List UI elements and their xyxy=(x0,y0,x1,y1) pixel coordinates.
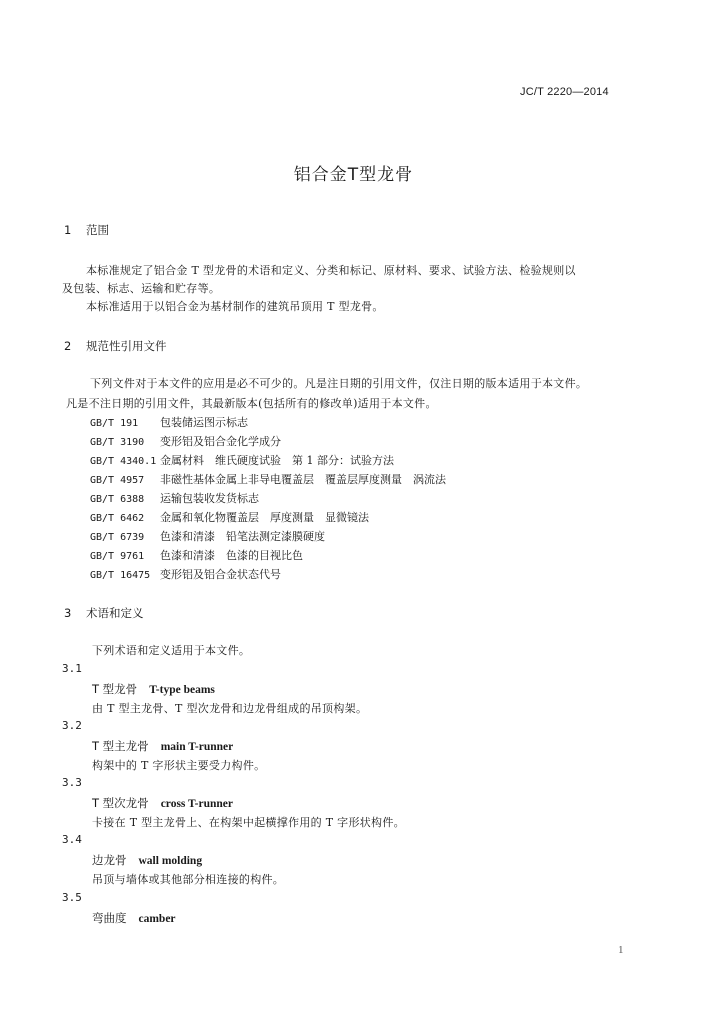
reference-item xyxy=(90,490,259,506)
reference-code: GB/T 3190 xyxy=(90,437,145,448)
term-name-zh: T 型次龙骨 xyxy=(92,796,149,810)
section-title: 术语和定义 xyxy=(86,606,144,620)
reference-item xyxy=(90,471,446,487)
term-definition: 吊顶与墙体或其他部分相连接的构件。 xyxy=(92,873,285,886)
reference-item xyxy=(90,433,281,449)
term-name-zh: T 型龙骨 xyxy=(92,682,138,696)
reference-title: 金属材料 维氏硬度试验 第 1 部分：试验方法 xyxy=(160,454,394,467)
term-name xyxy=(92,738,233,754)
term-name-zh: 弯曲度 xyxy=(92,911,127,925)
terms-intro: 下列术语和定义适用于本文件。 xyxy=(92,644,251,657)
term-name xyxy=(92,910,176,926)
term-name-en: wall molding xyxy=(138,855,203,867)
term-definition: 卡接在 T 型主龙骨上、在构架中起横撑作用的 T 字形状构件。 xyxy=(92,816,405,829)
term-name-zh: 边龙骨 xyxy=(92,853,127,867)
reference-title: 包装储运图示标志 xyxy=(160,416,248,429)
reference-code: GB/T 6388 xyxy=(90,494,145,505)
term-name xyxy=(92,795,233,811)
term-name xyxy=(92,681,215,697)
reference-item xyxy=(90,547,303,563)
term-definition: 由 T 型主龙骨、T 型次龙骨和边龙骨组成的吊顶构架。 xyxy=(92,702,368,715)
term-name-en: main T-runner xyxy=(160,741,234,753)
reference-code: GB/T 4340.1 xyxy=(90,456,157,467)
scope-paragraph: 本标准适用于以铝合金为基材制作的建筑吊顶用 T 型龙骨。 xyxy=(86,300,384,313)
reference-title: 变形铝及铝合金化学成分 xyxy=(160,435,281,448)
reference-code: GB/T 4957 xyxy=(90,475,145,486)
reference-code: GB/T 6739 xyxy=(90,532,145,543)
term-definition: 构架中的 T 字形状主要受力构件。 xyxy=(92,759,266,772)
term-number: 3.1 xyxy=(62,662,82,675)
term-number: 3.3 xyxy=(62,776,82,789)
scope-paragraph-line: 及包装、标志、运输和贮存等。 xyxy=(62,282,221,295)
reference-title: 运输包装收发货标志 xyxy=(160,492,259,505)
standard-number: JC/T 2220—2014 xyxy=(520,86,609,98)
reference-item xyxy=(90,528,325,544)
reference-code: GB/T 191 xyxy=(90,418,139,429)
reference-title: 金属和氧化物覆盖层 厚度测量 显微镜法 xyxy=(160,511,369,524)
section-number: 3 xyxy=(64,606,72,620)
section-title: 范围 xyxy=(86,223,109,237)
references-intro-line: 下列文件对于本文件的应用是必不可少的。凡是注日期的引用文件，仅注日期的版本适用于本文件。 xyxy=(90,377,588,390)
section-2-heading xyxy=(64,338,167,354)
term-name-en: camber xyxy=(138,913,176,925)
section-1-heading xyxy=(64,222,109,238)
reference-item xyxy=(90,509,369,525)
term-name-en: T-type beams xyxy=(149,684,215,696)
term-name xyxy=(92,852,202,868)
section-3-heading xyxy=(64,605,144,621)
term-number: 3.5 xyxy=(62,891,82,904)
reference-item xyxy=(90,414,248,430)
document-title: 铝合金T型龙骨 xyxy=(293,165,414,185)
section-number: 1 xyxy=(64,223,72,237)
term-number: 3.4 xyxy=(62,833,82,846)
term-name-zh: T 型主龙骨 xyxy=(92,739,149,753)
page-number: 1 xyxy=(618,944,624,956)
reference-title: 色漆和清漆 铅笔法测定漆膜硬度 xyxy=(160,530,325,543)
reference-title: 非磁性基体金属上非导电覆盖层 覆盖层厚度测量 涡流法 xyxy=(160,473,446,486)
section-number: 2 xyxy=(64,339,72,353)
scope-paragraph-line: 本标准规定了铝合金 T 型龙骨的术语和定义、分类和标记、原材料、要求、试验方法、检验规则以 xyxy=(86,264,576,277)
reference-title: 变形铝及铝合金状态代号 xyxy=(160,568,281,581)
references-intro-line: 凡是不注日期的引用文件，其最新版本(包括所有的修改单)适用于本文件。 xyxy=(66,397,437,410)
section-title: 规范性引用文件 xyxy=(86,339,167,353)
reference-code: GB/T 6462 xyxy=(90,513,145,524)
term-name-en: cross T-runner xyxy=(160,798,234,810)
reference-code: GB/T 16475 xyxy=(90,570,151,581)
term-number: 3.2 xyxy=(62,719,82,732)
reference-title: 色漆和清漆 色漆的目视比色 xyxy=(160,549,303,562)
reference-item xyxy=(90,566,281,582)
reference-code: GB/T 9761 xyxy=(90,551,145,562)
reference-item xyxy=(90,452,394,468)
